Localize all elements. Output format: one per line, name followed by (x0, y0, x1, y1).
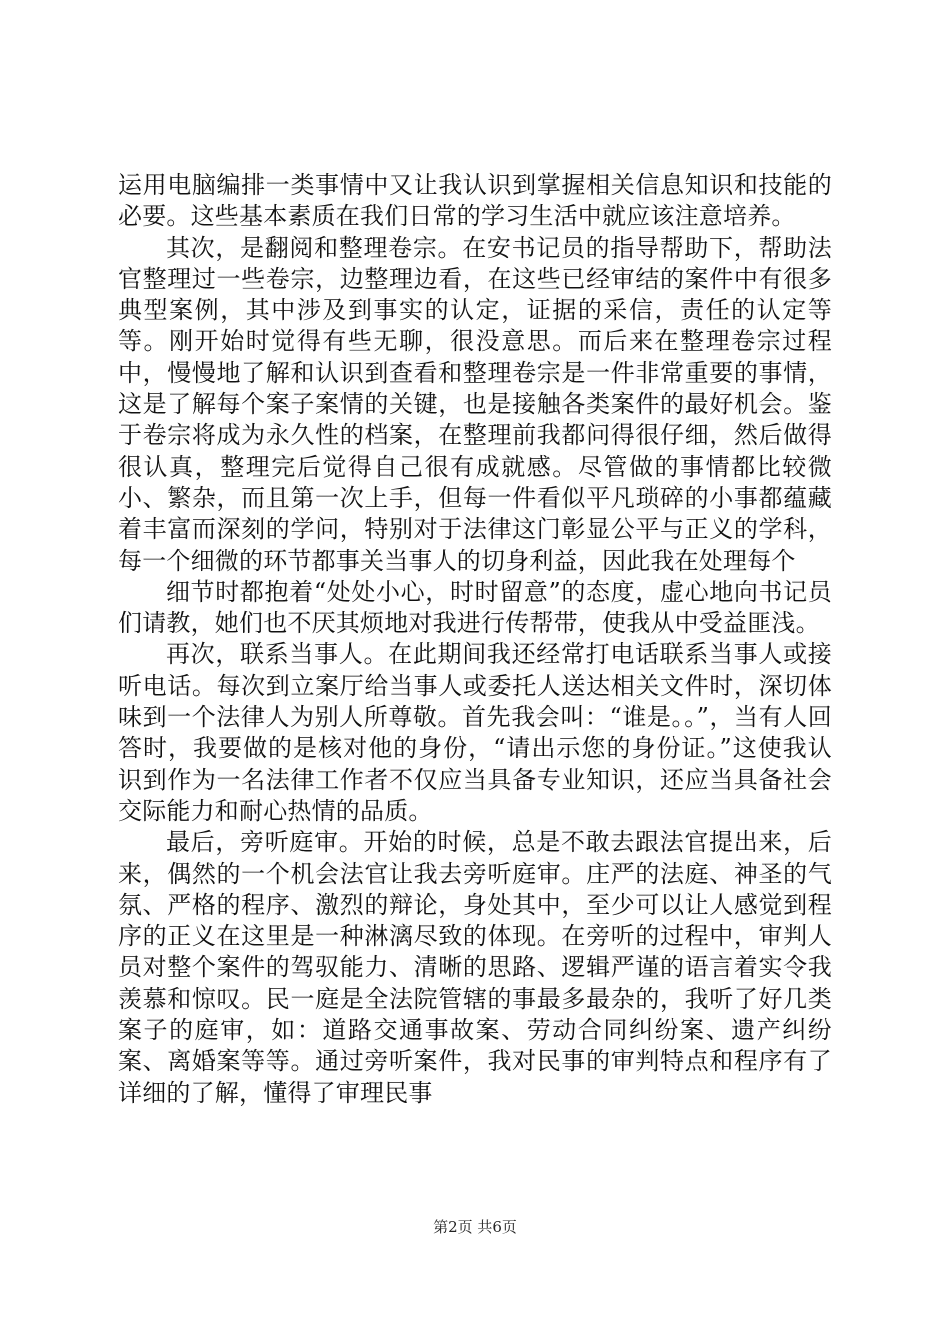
page-number-label: 第2页 共6页 (433, 1218, 517, 1236)
paragraph-3: 细节时都抱着“处处小心，时时留意”的态度，虚心地向书记员们请教，她们也不厌其烦地对我进行传帮带，使我从中受益匪浅。 (118, 577, 832, 638)
paragraph-5: 最后，旁听庭审。开始的时候，总是不敢去跟法官提出来，后来，偶然的一个机会法官让我去旁听庭审。庄严的法庭、神圣的气氛、严格的程序、激烈的辩论，身处其中，至少可以让人感觉到程序的正义在这里是一种淋漓尽致的体现。在旁听的过程中，审判人员对整个案件的驾驭能力、清晰的思路、逻辑严谨的语言着实令我羡慕和惊叹。民一庭是全法院管辖的事最多最杂的，我听了好几类案子的庭审，如：道路交通事故案、劳动合同纠纷案、遗产纠纷案、离婚案等等。通过旁听案件，我对民事的审判特点和程序有了详细的了解，懂得了审理民事 (118, 828, 832, 1107)
document-body (118, 170, 832, 1109)
paragraph-4: 再次，联系当事人。在此期间我还经常打电话联系当事人或接听电话。每次到立案厅给当事人或委托人送达相关文件时，深切体味到一个法律人为别人所尊敬。首先我会叫：“谁是。。”，当有人回答时，我要做的是核对他的身份，“请出示您的身份证。”这使我认识到作为一名法律工作者不仅应当具备专业知识，还应当具备社会交际能力和耐心热情的品质。 (118, 640, 832, 825)
paragraph-2: 其次，是翻阅和整理卷宗。在安书记员的指导帮助下，帮助法官整理过一些卷宗，边整理边看，在这些已经审结的案件中有很多典型案例，其中涉及到事实的认定，证据的采信，责任的认定等等。刚开始时觉得有些无聊，很没意思。而后来在整理卷宗过程中，慢慢地了解和认识到查看和整理卷宗是一件非常重要的事情，这是了解每个案子案情的关键，也是接触各类案件的最好机会。鉴于卷宗将成为永久性的档案，在整理前我都问得很仔细，然后做得很认真，整理完后觉得自己很有成就感。尽管做的事情都比较微小、繁杂，而且第一次上手，但每一件看似平凡琐碎的小事都蕴藏着丰富而深刻的学问，特别对于法律这门彰显公平与正义的学科，每一个细微的环节都事关当事人的切身利益，因此我在处理每个 (118, 233, 832, 575)
paragraph-1: 运用电脑编排一类事情中又让我认识到掌握相关信息知识和技能的必要。这些基本素质在我们日常的学习生活中就应该注意培养。 (118, 171, 832, 231)
page-footer (0, 1216, 950, 1237)
